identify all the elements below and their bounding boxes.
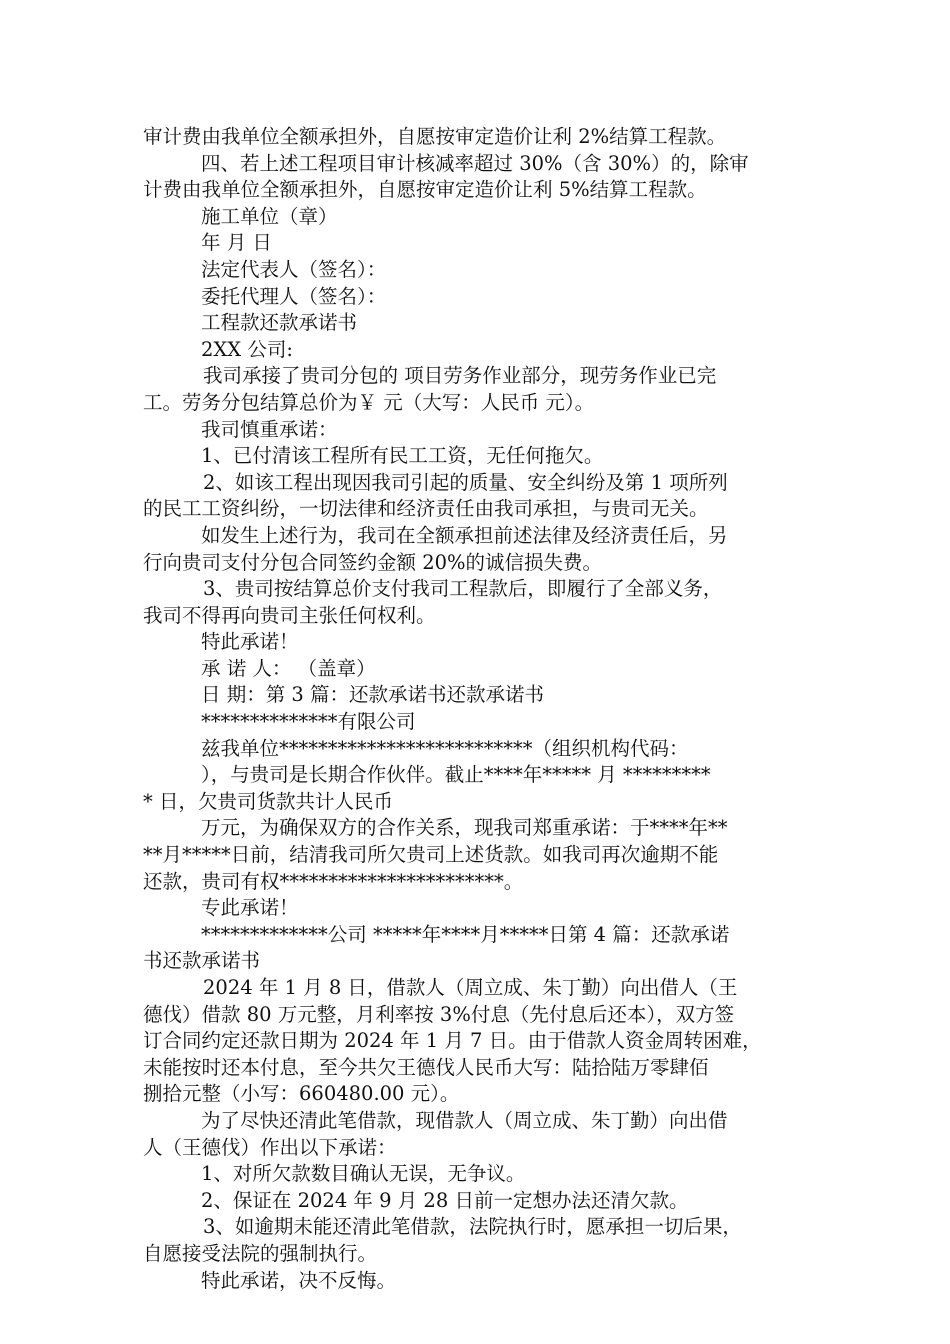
text-line: ），与贵司是长期合作伙伴。截止****年***** 月 ********* — [201, 763, 711, 787]
text-line: 日 期：第 3 篇：还款承诺书还款承诺书 — [201, 683, 545, 707]
text-line: 自愿接受法院的强制执行。 — [143, 1241, 378, 1265]
text-line: 承 诺 人： （盖章） — [201, 656, 376, 680]
text-line: 法定代表人（签名）： — [201, 257, 387, 281]
text-line: 德伐）借款 80 万元整，月利率按 3%付息（先付息后还本），双方签 — [143, 1002, 735, 1026]
text-line: 2、如该工程出现因我司引起的质量、安全纠纷及第 1 项所列 — [203, 470, 728, 494]
text-line: * 日，欠贵司货款共计人民币 — [143, 789, 393, 813]
text-line: 施工单位（章） — [201, 204, 338, 228]
text-line: 特此承诺，决不反悔。 — [201, 1268, 397, 1292]
text-line: 捌拾元整（小写：660480.00 元）。 — [143, 1082, 460, 1106]
text-line: 1、已付清该工程所有民工工资，无任何拖欠。 — [201, 444, 604, 468]
text-line: 2XX 公司: — [201, 337, 293, 361]
text-line: 四、若上述工程项目审计核减率超过 30%（含 30%）的，除审 — [201, 151, 749, 175]
text-line: 工。劳务分包结算总价为￥ 元（大写：人民币 元）。 — [143, 390, 595, 414]
text-line: 我司承接了贵司分包的 项目劳务作业部分，现劳务作业已完 — [203, 364, 717, 388]
text-line: 未能按时还本付息，至今共欠王德伐人民币大写：陆拾陆万零肆佰 — [143, 1055, 709, 1079]
text-line: 1、对所欠款数目确认无误，无争议。 — [201, 1162, 526, 1186]
text-line: 为了尽快还清此笔借款，现借款人（周立成、朱丁勤）向出借 — [201, 1108, 728, 1132]
text-line: 书还款承诺书 — [143, 949, 261, 973]
text-line: 委托代理人（签名）： — [201, 284, 387, 308]
text-line: 专此承诺！ — [201, 896, 299, 920]
text-line: 我司慎重承诺： — [201, 417, 338, 441]
text-line: 如发生上述行为，我司在全额承担前述法律及经济责任后，另 — [201, 523, 728, 547]
text-line: 年 月 日 — [201, 231, 272, 255]
document-body — [143, 124, 813, 1294]
text-line: 还款，贵司有权***********************。 — [143, 869, 524, 893]
text-line: 特此承诺！ — [201, 630, 299, 654]
text-line: 行向贵司支付分包合同签约金额 20%的诚信损失费。 — [143, 550, 603, 574]
text-line: **************有限公司 — [201, 710, 416, 734]
section-title: 工程款还款承诺书 — [201, 311, 358, 335]
text-line: 我司不得再向贵司主张任何权利。 — [143, 603, 436, 627]
text-line: 2、保证在 2024 年 9 月 28 日前一定想办法还清欠款。 — [201, 1188, 689, 1212]
text-line: 的民工工资纠纷，一切法律和经济责任由我司承担，与贵司无关。 — [143, 497, 709, 521]
text-line: 3、如逾期未能还清此笔借款，法院执行时，愿承担一切后果， — [203, 1215, 742, 1239]
text-line: 计费由我单位全额承担外，自愿按审定造价让利 5%结算工程款。 — [143, 178, 707, 202]
text-line: 审计费由我单位全额承担外，自愿按审定造价让利 2%结算工程款。 — [143, 125, 727, 148]
text-line: 万元，为确保双方的合作关系，现我司郑重承诺：于****年** — [201, 816, 728, 840]
text-line: 2024 年 1 月 8 日，借款人（周立成、朱丁勤）向出借人（王 — [203, 976, 738, 999]
text-line: 3、贵司按结算总价支付我司工程款后，即履行了全部义务， — [203, 577, 723, 601]
text-line: 人（王德伐）作出以下承诺： — [143, 1135, 397, 1159]
text-line: 兹我单位**************************（组织机构代码： — [201, 736, 689, 760]
text-line: 订合同约定还款日期为 2024 年 1 月 7 日。由于借款人资金周转困难， — [143, 1029, 762, 1053]
text-line: **月*****日前，结清我司所欠贵司上述货款。如我司再次逾期不能 — [143, 843, 719, 867]
text-line: *************公司 *****年****月*****日第 4 篇：还款承诺 — [201, 922, 730, 946]
